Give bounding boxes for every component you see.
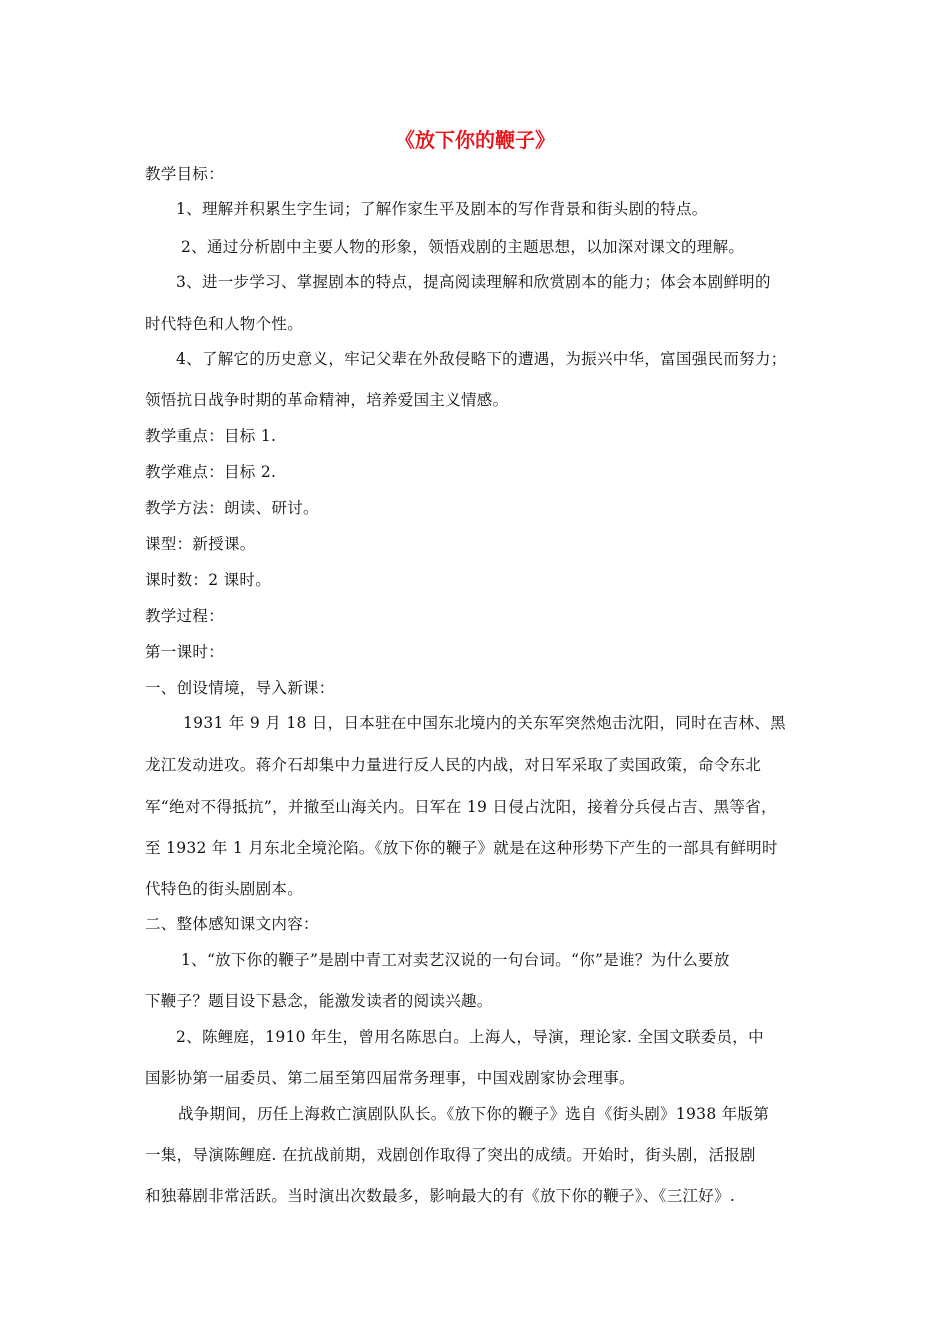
lesson-count: 课时数：2 课时。 bbox=[145, 571, 271, 589]
paragraph-line: 1931 年 9 月 18 日，日本驻在中国东北境内的关东军突然炮击沈阳，同时在吉林、黑 bbox=[183, 714, 786, 732]
lesson-type: 课型：新授课。 bbox=[145, 535, 256, 553]
paragraph-line: 代特色的街头剧剧本。 bbox=[145, 880, 304, 898]
paragraph-line: 至 1932 年 1 月东北全境沦陷。《放下你的鞭子》就是在这种形势下产生的一部具有鲜明时 bbox=[145, 839, 778, 857]
key-point: 教学重点：目标 1. bbox=[145, 427, 277, 445]
objective-2: 2、通过分析剧中主要人物的形象，领悟戏剧的主题思想，以加深对课文的理解。 bbox=[181, 238, 745, 256]
paragraph-line: 战争期间，历任上海救亡演剧队队长。《放下你的鞭子》选自《街头剧》1938 年版第 bbox=[178, 1105, 770, 1123]
difficult-point: 教学难点：目标 2. bbox=[145, 463, 277, 481]
paragraph-line: 1、“放下你的鞭子”是剧中青工对卖艺汉说的一句台词。“你”是谁？为什么要放 bbox=[181, 951, 730, 969]
teaching-method: 教学方法：朗读、研讨。 bbox=[145, 499, 319, 517]
paragraph-line: 国影协第一届委员、第二届至第四届常务理事，中国戏剧家协会理事。 bbox=[145, 1069, 635, 1087]
paragraph-line: 龙江发动进攻。蒋介石却集中力量进行反人民的内战，对日军采取了卖国政策，命令东北 bbox=[145, 756, 762, 774]
objective-3: 3、进一步学习、掌握剧本的特点，提高阅读理解和欣赏剧本的能力；体会本剧鲜明的 bbox=[176, 273, 771, 291]
part-1-heading: 一、创设情境，导入新课： bbox=[145, 679, 335, 697]
objective-4: 4、了解它的历史意义，牢记父辈在外敌侵略下的遭遇，为振兴中华，富国强民而努力； bbox=[176, 350, 787, 368]
section-heading-objectives: 教学目标： bbox=[145, 165, 225, 183]
objective-1: 1、理解并积累生字生词；了解作家生平及剧本的写作背景和街头剧的特点。 bbox=[176, 200, 708, 218]
part-2-heading: 二、整体感知课文内容： bbox=[145, 915, 319, 933]
paragraph-line: 和独幕剧非常活跃。当时演出次数最多，影响最大的有《放下你的鞭子》、《三江好》. bbox=[145, 1187, 736, 1205]
paragraph-line: 一集，导演陈鲤庭. 在抗战前期，戏剧创作取得了突出的成绩。开始时，街头剧，活报剧 bbox=[145, 1146, 756, 1164]
paragraph-line: 军“绝对不得抵抗”，并撤至山海关内。日军在 19 日侵占沈阳，接着分兵侵占吉、黑等省， bbox=[145, 798, 777, 816]
first-lesson-heading: 第一课时： bbox=[145, 643, 225, 661]
document-title: 《放下你的鞭子》 bbox=[395, 128, 555, 152]
paragraph-line: 下鞭子？题目设下悬念，能激发读者的阅读兴趣。 bbox=[145, 992, 493, 1010]
paragraph-line: 2、陈鲤庭，1910 年生，曾用名陈思白。上海人，导演，理论家. 全国文联委员，中 bbox=[176, 1028, 764, 1046]
objective-4-cont: 领悟抗日战争时期的革命精神，培养爱国主义情感。 bbox=[145, 391, 509, 409]
objective-3-cont: 时代特色和人物个性。 bbox=[145, 315, 304, 333]
section-heading-process: 教学过程： bbox=[145, 607, 225, 625]
